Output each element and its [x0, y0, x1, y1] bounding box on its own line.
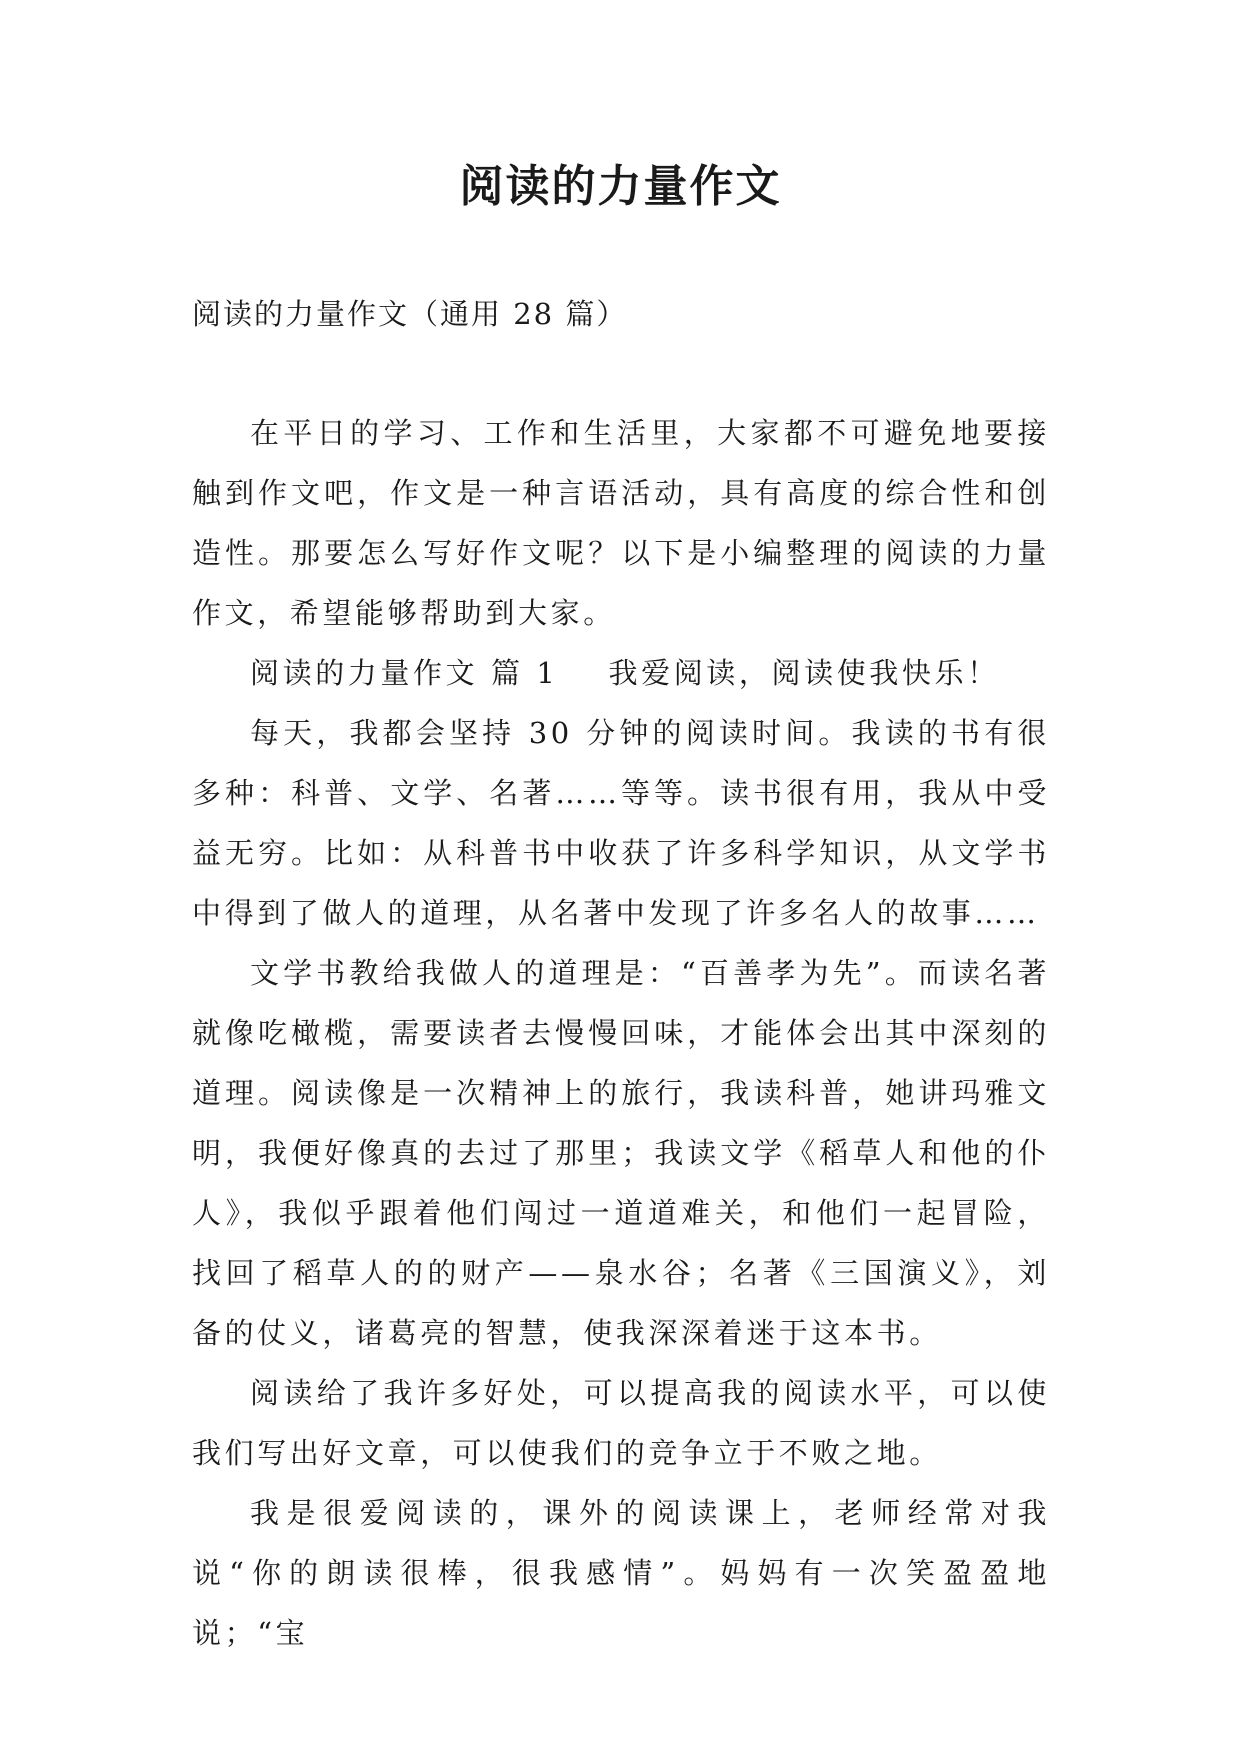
body-paragraph: 我是很爱阅读的，课外的阅读课上，老师经常对我说“你的朗读很棒，很我感情”。妈妈有一次笑盈盈地说；“宝 — [192, 1496, 1050, 1650]
essay-label: 阅读的力量作文 篇 1 — [250, 656, 559, 690]
body-paragraph: 每天，我都会坚持 30 分钟的阅读时间。我读的书有很多种：科普、文学、名著……等等。读书很有用，我从中受益无穷。比如：从科普书中收获了许多科学知识，从文学书中得到了做人的道理，从名著中发现了许多名人的故事…… — [192, 716, 1050, 930]
body-paragraph: 文学书教给我做人的道理是：“百善孝为先”。而读名著就像吃橄榄，需要读者去慢慢回味，才能体会出其中深刻的道理。阅读像是一次精神上的旅行，我读科普，她讲玛雅文明，我便好像真的去过了那里；我读文学《稻草人和他的仆人》，我似乎跟着他们闯过一道道难关，和他们一起冒险，找回了稻草人的的财产——泉水谷；名著《三国演义》，刘备的仗义，诸葛亮的智慧，使我深深着迷于这本书。 — [192, 956, 1050, 1350]
essay-title: 我爱阅读，阅读使我快乐！ — [608, 656, 1000, 690]
document-body — [192, 403, 1050, 1663]
document-title: 阅读的力量作文 — [459, 161, 782, 212]
intro-paragraph: 在平日的学习、工作和生活里，大家都不可避免地要接触到作文吧，作文是一种言语活动，具有高度的综合性和创造性。那要怎么写好作文呢？以下是小编整理的阅读的力量作文，希望能够帮助到大家。 — [192, 416, 1050, 630]
document-subtitle: 阅读的力量作文（通用 28 篇） — [192, 297, 628, 331]
essay-heading — [192, 643, 1050, 703]
body-paragraph: 阅读给了我许多好处，可以提高我的阅读水平，可以使我们写出好文章，可以使我们的竞争立于不败之地。 — [192, 1376, 1050, 1470]
